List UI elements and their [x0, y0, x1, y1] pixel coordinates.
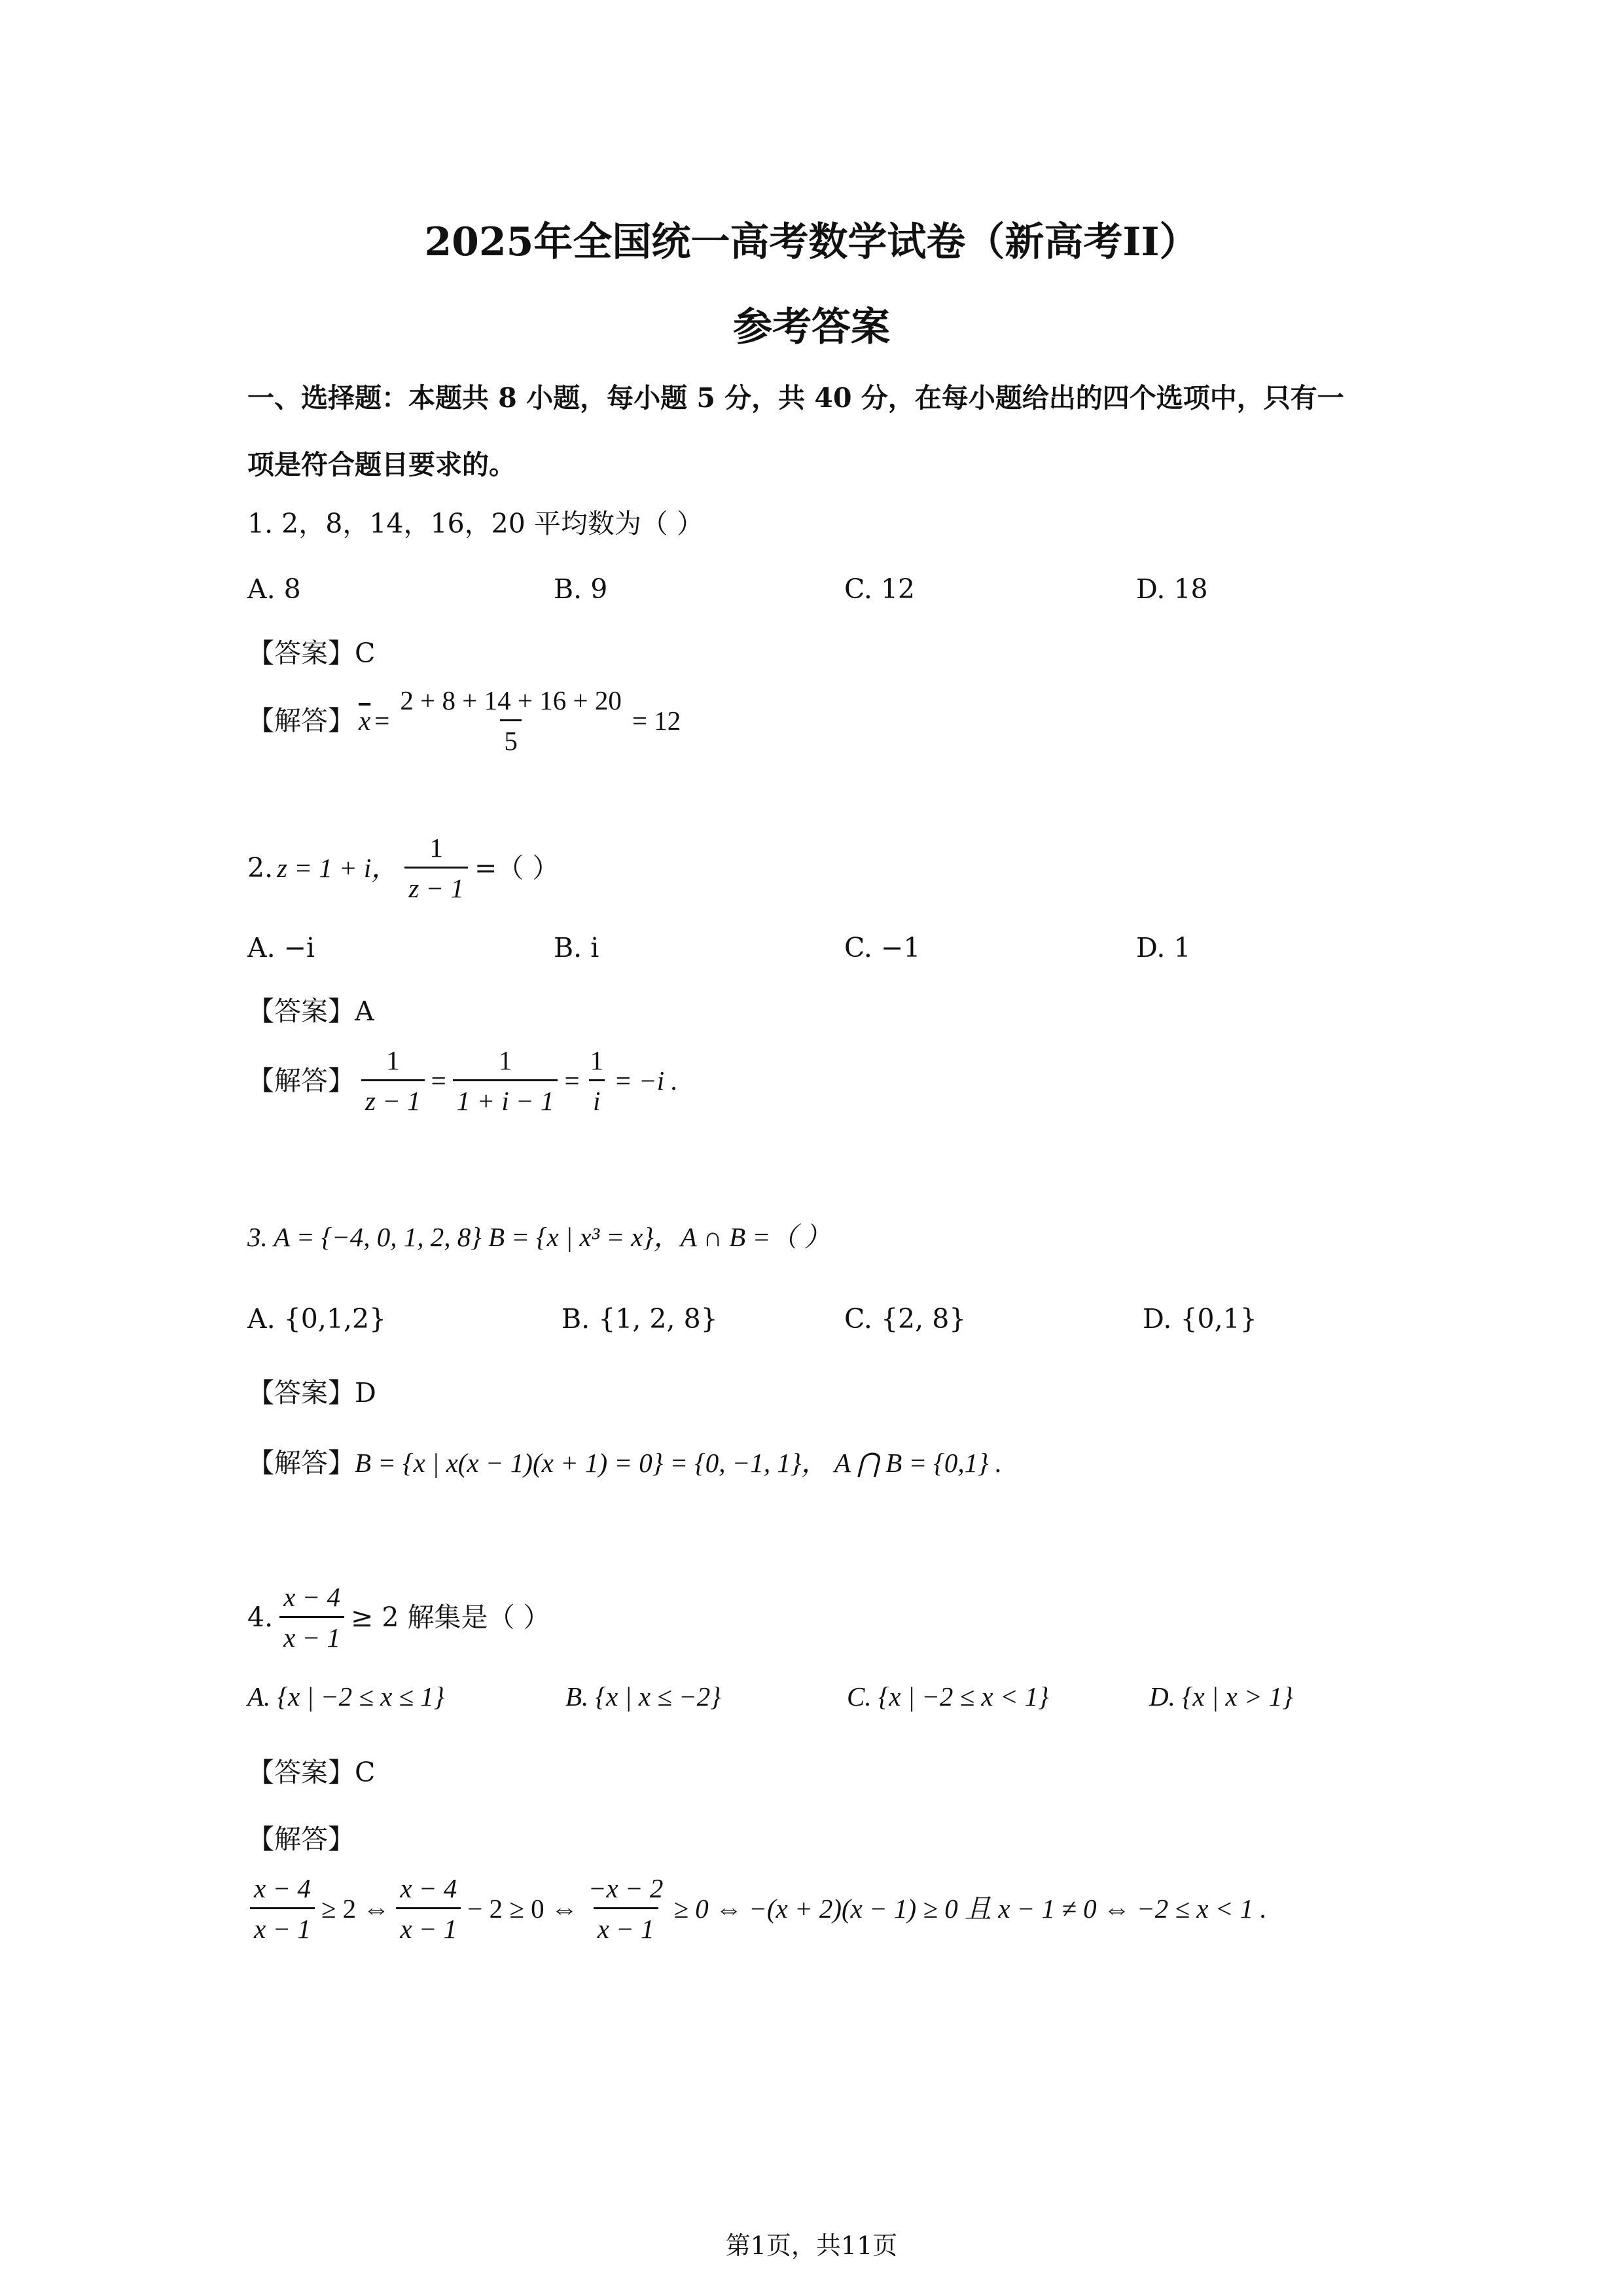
q1-xbar: $\overline{x}$	[359, 706, 371, 736]
q4-option-b: B. {x | x ≤ −2}	[565, 1681, 721, 1712]
q3-option-a: A. {0,1,2}	[247, 1303, 387, 1335]
q4-stem	[247, 1584, 550, 1651]
section-heading-line1: 一、选择题：本题共 8 小题，每小题 5 分，共 40 分，在每小题给出的四个选项中，只有一	[247, 382, 1344, 414]
q4-solution	[247, 1875, 1267, 1943]
q3-option-d: D. {0,1}	[1143, 1303, 1257, 1335]
q3-answer-value: D	[355, 1377, 376, 1408]
q1-solution	[247, 687, 681, 755]
q4-sol-b-post: − 2 ≥ 0 ⇔	[467, 1893, 578, 1924]
q4-sol-a-post: ≥ 2 ⇔	[321, 1893, 390, 1924]
solution-label: 【解答】	[247, 1447, 355, 1479]
q1-fraction	[396, 687, 626, 755]
q1-result: = 12	[632, 706, 681, 736]
q2-answer	[247, 998, 374, 1025]
q4-answer	[247, 1759, 375, 1786]
q3-solution	[247, 1447, 1003, 1479]
solution-label: 【解答】	[247, 1065, 355, 1096]
q1-eq: =	[374, 706, 390, 736]
q2-stem-fraction-denominator: z − 1	[404, 867, 468, 902]
q2-option-c: C. −1	[844, 932, 921, 963]
q3-option-b: B. {1, 2, 8}	[562, 1303, 718, 1335]
q2-sol-f3-numerator: 1	[590, 1045, 604, 1075]
q2-sol-fraction-1	[361, 1047, 425, 1115]
q2-stem-fraction-numerator: 1	[429, 833, 443, 863]
q4-number: 4.	[247, 1602, 274, 1633]
q4-solution-label: 【解答】	[247, 1823, 355, 1855]
q2-solution	[247, 1047, 678, 1115]
q2-sol-eq-1: =	[431, 1066, 446, 1096]
q2-answer-value: A	[355, 996, 374, 1027]
q3-answer	[247, 1377, 376, 1408]
q1-option-c: C. 12	[844, 573, 916, 605]
q4-sol-a-numerator: x − 4	[254, 1873, 311, 1903]
q1-option-a: A. 8	[247, 573, 301, 605]
q2-sol-eq-2: =	[564, 1066, 580, 1096]
q2-sol-f1-denominator: z − 1	[361, 1079, 425, 1115]
answer-label: 【答案】	[247, 1377, 355, 1408]
q3-solution-text: B = {x | x(x − 1)(x + 1) = 0} = {0, −1, 1}， A ⋂ B = {0,1} .	[355, 1448, 1003, 1478]
q2-sol-f1-numerator: 1	[386, 1045, 400, 1075]
q4-option-c: C. {x | −2 ≤ x < 1}	[847, 1681, 1049, 1712]
q4-sol-fraction-b	[396, 1875, 461, 1943]
q4-option-a: A. {x | −2 ≤ x ≤ 1}	[247, 1681, 445, 1712]
page-title: 2025年全国统一高考数学试卷（新高考II）	[424, 219, 1199, 265]
q1-option-d: D. 18	[1136, 573, 1208, 605]
q1-fraction-denominator: 5	[500, 719, 522, 755]
q4-stem-fraction	[279, 1584, 344, 1651]
q4-stem-fraction-numerator: x − 4	[283, 1582, 340, 1612]
page-subtitle: 参考答案	[733, 304, 890, 350]
q1-option-b: B. 9	[554, 573, 608, 605]
q4-sol-a-denominator: x − 1	[250, 1907, 315, 1943]
q4-sol-c-denominator: x − 1	[594, 1907, 658, 1943]
q1-answer-value: C	[355, 637, 376, 669]
solution-label: 【解答】	[247, 705, 355, 736]
section-heading-line2: 项是符合题目要求的。	[247, 449, 516, 480]
q4-sol-c-post: ≥ 0 ⇔ −(x + 2)(x − 1) ≥ 0 且 x − 1 ≠ 0 ⇔ −2 ≤ x < 1 .	[673, 1893, 1267, 1924]
q2-sol-f2-denominator: 1 + i − 1	[453, 1079, 558, 1115]
q1-answer	[247, 637, 376, 669]
q2-option-d: D. 1	[1136, 932, 1191, 963]
q2-sol-fraction-3	[586, 1047, 608, 1115]
q4-sol-b-numerator: x − 4	[400, 1873, 457, 1903]
q2-stem-pre: z = 1 + i，	[277, 853, 399, 883]
q2-stem-fraction	[404, 834, 468, 902]
q2-stem	[247, 834, 559, 902]
q2-sol-f3-denominator: i	[589, 1079, 604, 1115]
q1-fraction-numerator: 2 + 8 + 14 + 16 + 20	[400, 685, 622, 715]
q1-stem: 1. 2，8，14，16，20 平均数为（ ）	[247, 508, 704, 539]
q2-sol-f2-numerator: 1	[498, 1045, 512, 1075]
q4-sol-fraction-c	[584, 1875, 668, 1943]
q4-sol-fraction-a	[250, 1875, 315, 1943]
q2-number: 2.	[247, 852, 274, 884]
q3-stem: 3. A = {−4, 0, 1, 2, 8} B = {x | x³ = x}，A ∩ B =（ ）	[247, 1222, 831, 1252]
q4-option-d: D. {x | x > 1}	[1149, 1681, 1293, 1712]
answer-label: 【答案】	[247, 637, 355, 669]
q2-option-a: A. −i	[247, 932, 315, 963]
q4-sol-b-denominator: x − 1	[396, 1907, 461, 1943]
answer-label: 【答案】	[247, 1757, 355, 1788]
q2-stem-post: =（ ）	[474, 852, 560, 884]
q4-stem-post: ≥ 2 解集是（ ）	[351, 1602, 550, 1633]
q3-option-c: C. {2, 8}	[844, 1303, 967, 1335]
q4-answer-value: C	[355, 1757, 376, 1788]
q2-sol-fraction-2	[453, 1047, 558, 1115]
answer-label: 【答案】	[247, 996, 355, 1027]
q4-sol-c-numerator: −x − 2	[588, 1873, 664, 1903]
q2-option-b: B. i	[554, 932, 599, 963]
q2-sol-result: = −i .	[614, 1066, 678, 1096]
q4-stem-fraction-denominator: x − 1	[279, 1616, 344, 1651]
page-footer: 第1页，共11页	[725, 2231, 898, 2260]
